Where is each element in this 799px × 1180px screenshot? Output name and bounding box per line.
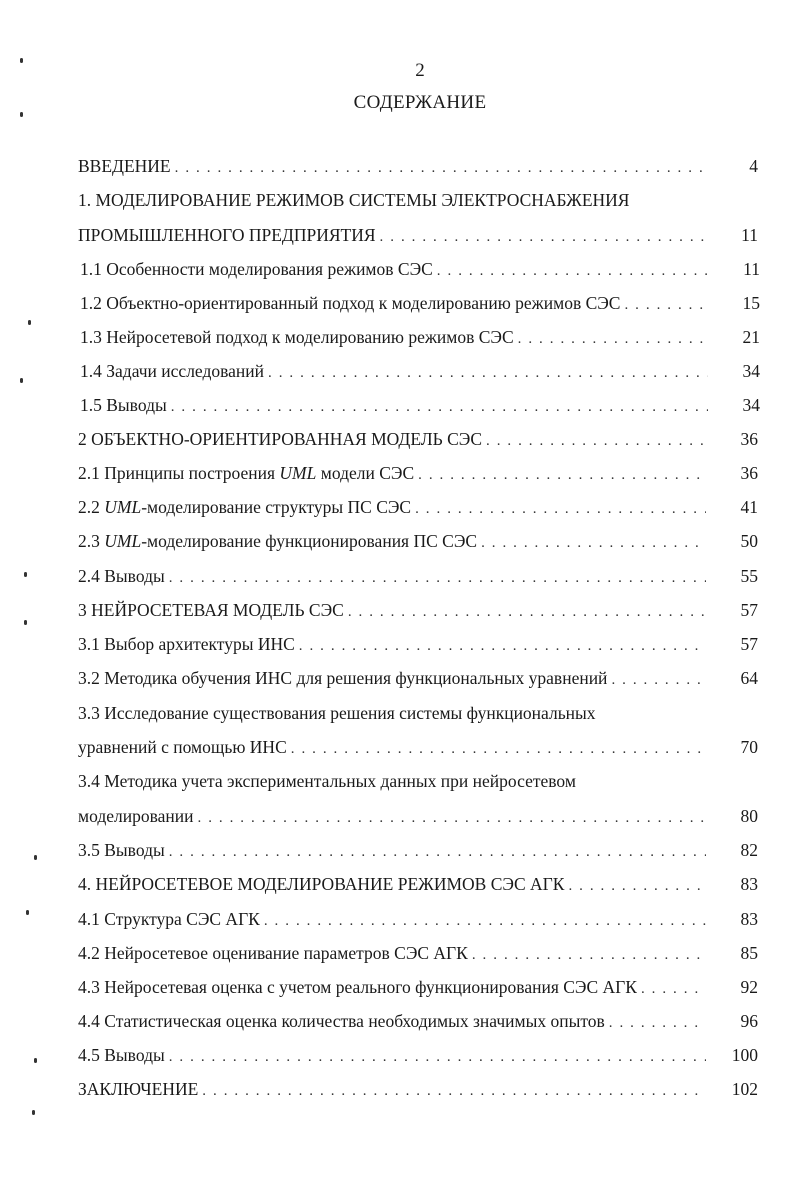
toc-entry: 4.5 Выводы . . . 100 (78, 1045, 758, 1071)
toc-entry: 1.5 Выводы . . . 34 (80, 395, 760, 421)
toc-entry: 2.3 UML-моделирование функционирования ПС СЭС . . . 50 (78, 531, 758, 557)
scan-speck (20, 378, 23, 383)
scan-speck (34, 1058, 37, 1063)
scan-speck (26, 910, 29, 915)
uml-term: UML (104, 497, 142, 517)
toc-entry: 2 ОБЪЕКТНО-ОРИЕНТИРОВАННАЯ МОДЕЛЬ СЭС . . . 36 (78, 429, 758, 455)
toc-entry: ПРОМЫШЛЕННОГО ПРЕДПРИЯТИЯ . . . 11 (78, 225, 758, 251)
toc-entry: 4.3 Нейросетевая оценка с учетом реального функционирования СЭС АГК . . . 92 (78, 977, 758, 1003)
scan-speck (34, 855, 37, 860)
toc-entry: ЗАКЛЮЧЕНИЕ . . . 102 (78, 1079, 758, 1105)
toc-title: СОДЕРЖАНИЕ (353, 92, 487, 113)
toc-entry: 1.3 Нейросетевой подход к моделированию режимов СЭС . . . 21 (80, 327, 760, 353)
toc-entry: 4.4 Статистическая оценка количества необходимых значимых опытов . . . 96 (78, 1011, 758, 1037)
toc-entry: 3.3 Исследование существования решения системы функциональных (78, 703, 596, 723)
toc-entry: 3.1 Выбор архитектуры ИНС . . . 57 (78, 634, 758, 660)
toc-entry: 1.2 Объектно-ориентированный подход к моделированию режимов СЭС . . . 15 (80, 293, 760, 319)
toc-entry: 3 НЕЙРОСЕТЕВАЯ МОДЕЛЬ СЭС . . . 57 (78, 600, 758, 626)
toc-entry: 2.1 Принципы построения UML модели СЭС . . . 36 (78, 463, 758, 489)
toc-entry: 1. МОДЕЛИРОВАНИЕ РЕЖИМОВ СИСТЕМЫ ЭЛЕКТРОСНАБЖЕНИЯ (78, 190, 630, 210)
toc-entry: 4.2 Нейросетевое оценивание параметров СЭС АГК . . . 85 (78, 943, 758, 969)
toc-entry: 2.4 Выводы . . . 55 (78, 566, 758, 592)
toc-entry: 1.4 Задачи исследований . . . 34 (80, 361, 760, 387)
toc-entry: уравнений с помощью ИНС . . . 70 (78, 737, 758, 763)
toc-entry: 2.2 UML-моделирование структуры ПС СЭС . . . 41 (78, 497, 758, 523)
scan-speck (28, 320, 31, 325)
toc-entry: 3.4 Методика учета экспериментальных данных при нейросетевом (78, 771, 576, 791)
toc-entry: 3.2 Методика обучения ИНС для решения функциональных уравнений . . . 64 (78, 668, 758, 694)
uml-term: UML (104, 531, 142, 551)
toc-entry: 3.5 Выводы . . . 82 (78, 840, 758, 866)
scan-speck (24, 572, 27, 577)
toc-entry: 4.1 Структура СЭС АГК . . . 83 (78, 909, 758, 935)
toc-entry: 4. НЕЙРОСЕТЕВОЕ МОДЕЛИРОВАНИЕ РЕЖИМОВ СЭС АГК . . . 83 (78, 874, 758, 900)
uml-term: UML (279, 463, 317, 483)
page-number: 2 (415, 60, 425, 81)
toc-entry: моделировании . . . 80 (78, 806, 758, 832)
scan-speck (32, 1110, 35, 1115)
scan-speck (24, 620, 27, 625)
toc-entry: ВВЕДЕНИЕ . . . 4 (78, 156, 758, 182)
toc-entry: 1.1 Особенности моделирования режимов СЭС . . . 11 (80, 259, 760, 285)
scan-speck (20, 58, 23, 63)
scan-speck (20, 112, 23, 117)
